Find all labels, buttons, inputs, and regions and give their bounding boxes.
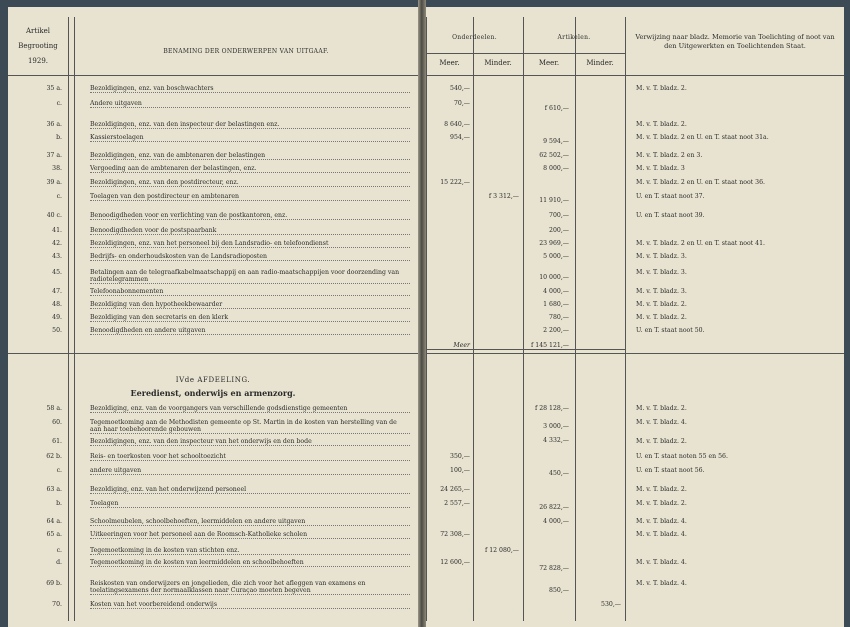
amount-artikelen-meer: 5 000,— (543, 253, 569, 260)
row-number: c. (56, 100, 62, 107)
amount-artikelen-meer: 62 502,— (539, 152, 569, 159)
amount-artikelen-meer: 4 000,— (543, 518, 569, 525)
reference-note: U. en T. staat noten 55 en 56. (636, 453, 728, 460)
reference-note: M. v. T. bladz. 2 en U. en T. staat noot 36. (636, 179, 765, 186)
amount-onderdeelen-meer: 15 222,— (440, 179, 470, 186)
row-number: 36 a. (46, 121, 62, 128)
reference-note: M. v. T. bladz. 2. (636, 486, 687, 493)
row-description: Tegemoetkoming in de kosten van stichten enz. (90, 547, 410, 555)
amount-artikelen-meer: f 610,— (544, 105, 569, 112)
header-begrooting: Begrooting (18, 42, 58, 50)
row-description: Benoodigdheden voor en verlichting van de postkantoren, enz. (90, 212, 410, 220)
header-rule (8, 75, 418, 76)
header-minder-onderdeelen: Minder. (484, 59, 512, 67)
column-divider (575, 17, 576, 621)
header-subrule (426, 53, 625, 54)
header-onderdeelen: Onderdeelen. (452, 34, 497, 41)
row-number: b. (56, 500, 62, 507)
reference-note: M. v. T. bladz. 2. (636, 500, 687, 507)
row-description: andere uitgaven (90, 467, 410, 475)
header-meer-onderdeelen: Meer. (439, 59, 460, 67)
right-page (426, 7, 844, 627)
row-description: Tegemoetkoming aan de Methodisten gemeente op St. Martin in de kosten van herstelling van de aan haar toebehoorende gebouwen (90, 419, 410, 434)
reference-note: M. v. T. bladz. 4. (636, 531, 687, 538)
column-divider (68, 17, 69, 621)
column-divider (473, 17, 474, 621)
amount-onderdeelen-minder: f 12 080,— (484, 547, 519, 554)
amount-onderdeelen-minder: f 3 312,— (488, 193, 519, 200)
amount-onderdeelen-meer: 350,— (450, 453, 470, 460)
row-number: 48. (52, 301, 62, 308)
row-number: 63 a. (46, 486, 62, 493)
row-number: 60. (52, 419, 62, 426)
reference-note: M. v. T. bladz. 2. (636, 438, 687, 445)
amount-onderdeelen-meer: 70,— (453, 100, 470, 107)
row-number: 65 a. (46, 531, 62, 538)
row-description: Uitkeeringen voor het personeel aan de Roomsch-Katholieke scholen (90, 531, 410, 539)
row-description: Schoolmeubelen, schoolbehoeften, leermiddelen en andere uitgaven (90, 518, 410, 526)
row-description: Benoodigdheden voor de postspaarbank (90, 227, 410, 235)
amount-onderdeelen-meer: 12 600,— (440, 559, 470, 566)
reference-note: M. v. T. bladz. 3 (636, 165, 685, 172)
reference-note: M. v. T. bladz. 4. (636, 419, 687, 426)
amount-artikelen-meer: 10 000,— (539, 274, 569, 281)
row-description: Bezoldiging, enz. van het onderwijzend personeel (90, 486, 410, 494)
amount-artikelen-meer: 11 910,— (539, 197, 569, 204)
reference-note: U. en T. staat noot 37. (636, 193, 705, 200)
row-description: Bezoldigingen, enz. van het personeel bij den Landsradio- en telefoondienst (90, 240, 410, 248)
amount-artikelen-meer: 850,— (549, 587, 569, 594)
row-description: Vergoeding aan de ambtenaren der belastingen, enz. (90, 165, 410, 173)
row-description: Tegemoetkoming in de kosten van leermiddelen en schoolbehoeften (90, 559, 410, 567)
amount-artikelen-minder: 530,— (601, 601, 621, 608)
row-description: Bezoldiging, enz. van de voorgangers van verschillende godsdienstige gemeenten (90, 405, 410, 413)
amount-artikelen-meer: 72 828,— (539, 565, 569, 572)
row-number: 43. (52, 253, 62, 260)
header-rule (426, 75, 844, 76)
row-description: Bezoldigingen, enz. van den inspecteur van het onderwijs en den bode (90, 438, 410, 446)
row-description: Bezoldiging van den hypotheekbewaarder (90, 301, 410, 309)
row-description: Betalingen aan de telegraafkabelmaatschappij en aan radio-maatschappijen voor doorzending van radiotelegrammen (90, 269, 410, 284)
row-description: Bezoldigingen, enz. van den inspecteur der belastingen enz. (90, 121, 410, 129)
reference-note: M. v. T. bladz. 2 en U. en T. staat noot 31a. (636, 134, 769, 141)
row-number: 45. (52, 269, 62, 276)
header-artikel: Artikel (25, 27, 51, 35)
row-description: Bezoldigingen, enz. van den postdirecteur, enz. (90, 179, 410, 187)
section-subtitle: Eeredienst, onderwijs en armenzorg. (130, 388, 296, 398)
reference-note: U. en T. staat noot 50. (636, 327, 705, 334)
section-rule (426, 353, 844, 354)
row-description: Benoodigdheden en andere uitgaven (90, 327, 410, 335)
reference-note: M. v. T. bladz. 3. (636, 253, 687, 260)
row-number: 37 a. (46, 152, 62, 159)
reference-note: M. v. T. bladz. 2 en U. en T. staat noot 41. (636, 240, 765, 247)
amount-artikelen-meer: 23 969,— (539, 240, 569, 247)
amount-artikelen-meer: 200,— (549, 227, 569, 234)
row-description: Bezoldigingen, enz. van de ambtenaren der belastingen (90, 152, 410, 160)
amount-onderdeelen-meer: 72 308,— (440, 531, 470, 538)
reference-note: M. v. T. bladz. 2. (636, 85, 687, 92)
amount-onderdeelen-meer: 2 557,— (444, 500, 470, 507)
amount-artikelen-meer: 450,— (549, 470, 569, 477)
row-number: 42. (52, 240, 62, 247)
header-verwijzing: Verwijzing naar bladz. Memorie van Toelichting of noot van den Uitgewerkten en Toelichtenden Staat. (635, 33, 835, 50)
row-description: Kosten van het voorbereidend onderwijs (90, 601, 410, 609)
header-year: 1929. (27, 57, 49, 65)
section-title: IVde AFDEELING. (175, 376, 251, 384)
row-number: b. (56, 134, 62, 141)
row-description: Toelagen (90, 500, 410, 508)
amount-artikelen-meer: 9 594,— (543, 138, 569, 145)
reference-note: M. v. T. bladz. 2 en 3. (636, 152, 703, 159)
row-description: Telefoonabonnementen (90, 288, 410, 296)
row-number: 70. (52, 601, 62, 608)
reference-note: M. v. T. bladz. 2. (636, 301, 687, 308)
row-number: 61. (52, 438, 62, 445)
total-rule (426, 349, 625, 350)
amount-artikelen-meer: 3 000,— (543, 423, 569, 430)
reference-note: M. v. T. bladz. 2. (636, 314, 687, 321)
header-artikelen: Artikelen. (557, 34, 591, 41)
section-rule (8, 353, 418, 354)
amount-artikelen-meer: 26 822,— (539, 504, 569, 511)
reference-note: U. en T. staat noot 56. (636, 467, 705, 474)
total-value: f 145 121,— (531, 342, 569, 349)
row-number: 64 a. (46, 518, 62, 525)
row-number: d. (56, 559, 62, 566)
left-page (8, 7, 418, 627)
row-description: Bezoldigingen, enz. van boschwachters (90, 85, 410, 93)
total-label: Meer (453, 342, 470, 349)
amount-artikelen-meer: f 28 128,— (534, 405, 569, 412)
reference-note: M. v. T. bladz. 2. (636, 121, 687, 128)
row-number: 40 c. (46, 212, 62, 219)
row-number: 39 a. (46, 179, 62, 186)
amount-artikelen-meer: 4 332,— (543, 437, 569, 444)
row-number: c. (56, 467, 62, 474)
amount-artikelen-meer: 8 000,— (543, 165, 569, 172)
column-divider (74, 17, 75, 621)
reference-note: M. v. T. bladz. 3. (636, 288, 687, 295)
amount-artikelen-meer: 4 000,— (543, 288, 569, 295)
row-description: Reiskosten van onderwijzers en jongelieden, die zich voor het afleggen van examens en toelatingsexamens der normaalklassen naar Curaçao moeten begeven (90, 580, 410, 595)
reference-note: M. v. T. bladz. 4. (636, 559, 687, 566)
row-number: 41. (52, 227, 62, 234)
amount-onderdeelen-meer: 100,— (450, 467, 470, 474)
row-number: c. (56, 193, 62, 200)
reference-note: M. v. T. bladz. 3. (636, 269, 687, 276)
amount-onderdeelen-meer: 24 265,— (440, 486, 470, 493)
amount-onderdeelen-meer: 540,— (450, 85, 470, 92)
row-description: Bezoldiging van den secretaris en den klerk (90, 314, 410, 322)
header-meer-artikelen: Meer. (538, 59, 560, 67)
row-number: 49. (52, 314, 62, 321)
row-description: Toelagen van den postdirecteur en ambtenaren (90, 193, 410, 201)
row-number: c. (56, 547, 62, 554)
amount-artikelen-meer: 2 200,— (543, 327, 569, 334)
amount-artikelen-meer: 700,— (549, 212, 569, 219)
reference-note: M. v. T. bladz. 4. (636, 518, 687, 525)
column-divider (625, 17, 626, 621)
reference-note: U. en T. staat noot 39. (636, 212, 705, 219)
header-minder-artikelen: Minder. (586, 59, 614, 67)
row-number: 35 a. (46, 85, 62, 92)
row-number: 50. (52, 327, 62, 334)
amount-onderdeelen-meer: 954,— (450, 134, 470, 141)
row-number: 62 b. (46, 453, 62, 460)
row-description: Reis- en toerkosten voor het schooltoezicht (90, 453, 410, 461)
amount-artikelen-meer: 1 680,— (543, 301, 569, 308)
row-description: Kassierstoelagen (90, 134, 410, 142)
amount-onderdeelen-meer: 8 640,— (444, 121, 470, 128)
row-number: 47. (52, 288, 62, 295)
row-description: Bedrijfs- en onderhoudskosten van de Landsradioposten (90, 253, 410, 261)
amount-artikelen-meer: 780,— (549, 314, 569, 321)
reference-note: M. v. T. bladz. 4. (636, 580, 687, 587)
row-number: 58 a. (46, 405, 62, 412)
row-description: Andere uitgaven (90, 100, 410, 108)
row-number: 69 b. (46, 580, 62, 587)
row-number: 38. (52, 165, 62, 172)
book-spine (418, 0, 426, 627)
reference-note: M. v. T. bladz. 2. (636, 405, 687, 412)
header-benaming: BENAMING DER ONDERWERPEN VAN UITGAAF. (163, 48, 329, 55)
